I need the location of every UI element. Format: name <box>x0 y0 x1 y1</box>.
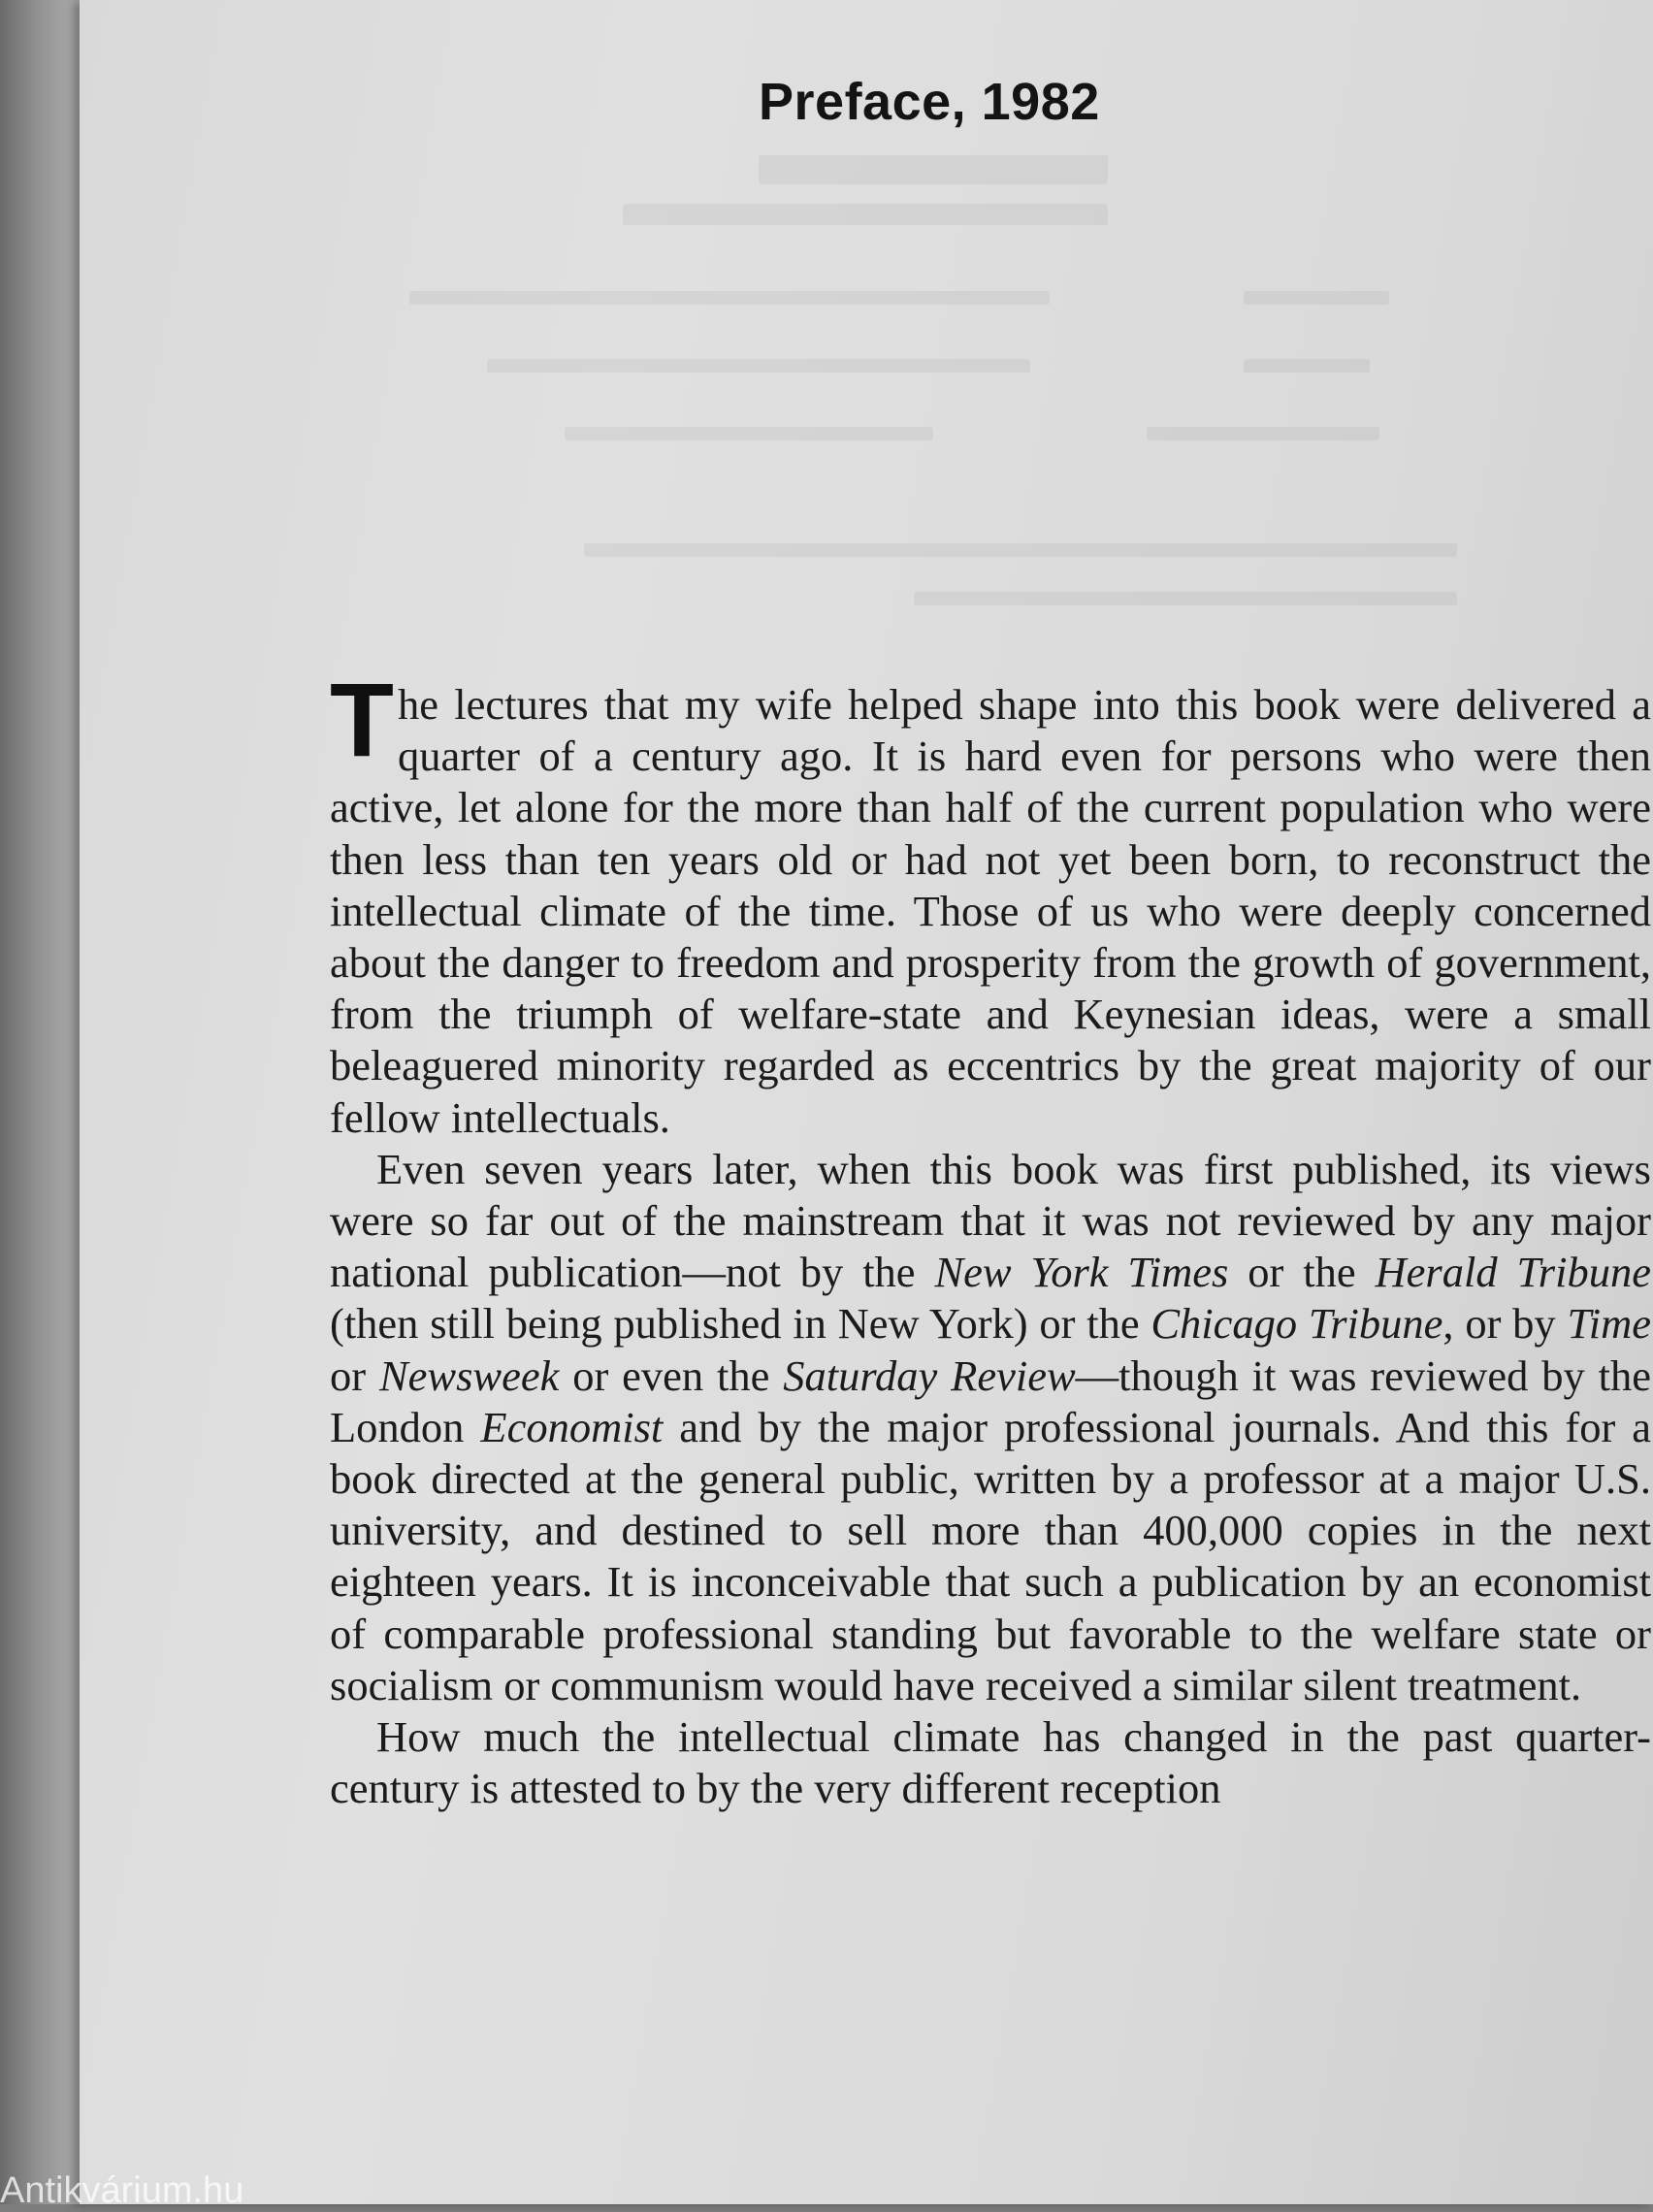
page-title: Preface, 1982 <box>759 73 1100 132</box>
text-run: How much the intellectual climate has changed in the past quarter-century is attested to by the very different reception <box>330 1712 1651 1813</box>
italic-title: Newsweek <box>378 1350 560 1400</box>
body-text <box>330 661 1652 1814</box>
text-run: or <box>330 1350 379 1400</box>
text-run: , or by <box>1442 1299 1568 1349</box>
paragraph <box>330 1144 1651 1711</box>
paragraph-text <box>330 1712 1651 1812</box>
italic-title: Chicago Tribune <box>1151 1299 1443 1349</box>
binding-edge <box>0 0 87 2204</box>
text-run: or the <box>1228 1248 1376 1297</box>
italic-title: Time <box>1567 1299 1651 1349</box>
text-run: he lectures that my wife helped shape into this book were delivered a quarter of a century ago. It is hard even for persons who were then active, let alone for the more than half of the current population who were then less than ten years old or had not yet been born, to reconstruct the intellectual climate of the time. Those of us who were deeply concerned about the danger to freedom and prosperity from the growth of government, from the triumph of welfare-state and Keynesian ideas, were a small beleaguered minority regarded as eccentrics by the great majority of our fellow intellectuals. <box>330 680 1651 1142</box>
book-page <box>80 0 1653 2204</box>
italic-title: Economist <box>480 1402 664 1451</box>
paragraph <box>330 661 1651 1144</box>
paragraph <box>330 1711 1651 1814</box>
text-run: and by the major professional journals. And this for a book directed at the general public, written by a professor at a major U.S. university, and destined to sell more than 400,000 copies in the next eighteen years. It is inconceivable that such a publication by an economist of comparable professional standing but favorable to the welfare state or socialism or communism would have received a similar silent treatment. <box>330 1402 1651 1709</box>
drop-cap: T <box>330 661 394 778</box>
paragraph-text <box>330 1145 1651 1709</box>
text-run: (then still being published in New York) or the <box>330 1299 1151 1349</box>
watermark: Antikvárium.hu <box>0 2170 244 2211</box>
italic-title: Saturday Review <box>783 1350 1076 1400</box>
text-run: Even seven years later, when this book was first published, its views were so far out of the mainstream that it was not reviewed by any major national publication—not by the <box>330 1144 1651 1297</box>
italic-title: New York Times <box>934 1248 1229 1297</box>
italic-title: Herald Tribune <box>1375 1248 1651 1297</box>
text-run: —though it was reviewed by the London <box>330 1350 1652 1451</box>
paragraph-text <box>330 661 1651 1142</box>
text-run: or even the <box>559 1350 784 1400</box>
